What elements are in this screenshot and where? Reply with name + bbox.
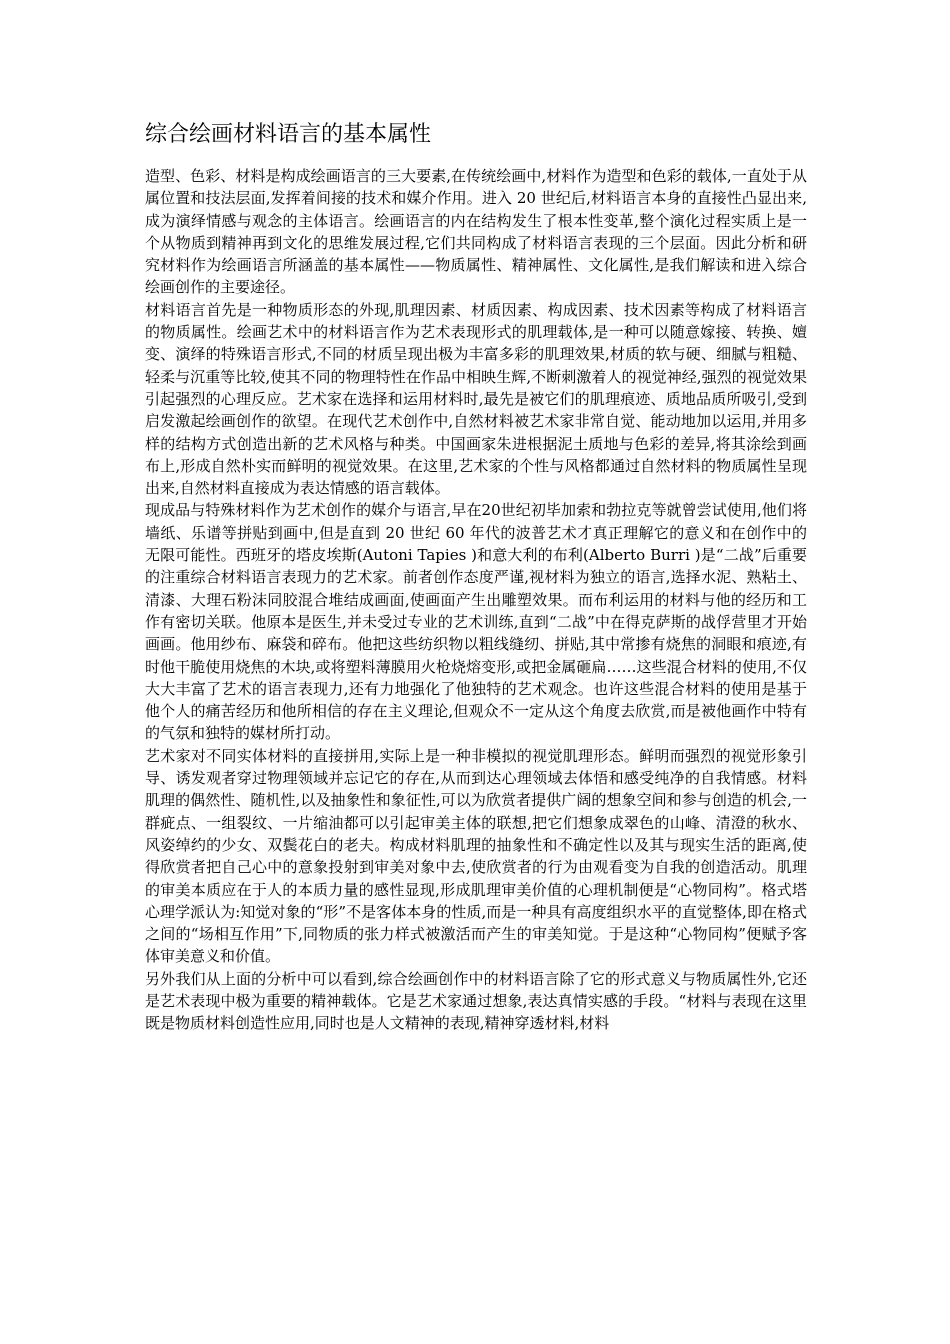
document-body: [145, 165, 807, 1035]
document-title: 综合绘画材料语言的基本属性: [145, 122, 432, 147]
paragraph-texture-aesthetics: 艺术家对不同实体材料的直接拼用,实际上是一种非模拟的视觉肌理形态。鲜明而强烈的视觉形象引导、诱发观者穿过物理领域并忘记它的存在,从而到达心理领域去体悟和感受纯净的自我情感。材料肌理的偶然性、随机性,以及抽象性和象征性,可以为欣赏者提供广阔的想象空间和参与创造的机会,一群疵点、一组裂纹、一片缩油都可以引起审美主体的联想,把它们想象成翠色的山峰、清澄的秋水、风姿绰约的少女、双鬓花白的老夫。构成材料肌理的抽象性和不确定性以及其与现实生活的距离,使得欣赏者把自己心中的意象投射到审美对象中去,使欣赏者的行为由观看变为自我的创造活动。肌理的审美本质应在于人的本质力量的感性显现,形成肌理审美价值的心理机制便是“心物同构”。格式塔心理学派认为:知觉对象的“形”不是客体本身的性质,而是一种具有高度组织水平的直觉整体,即在格式之间的“场相互作用”下,同物质的张力样式被激活而产生的审美知觉。于是这种“心物同构”便赋予客体审美意义和价值。: [145, 746, 807, 966]
paragraph-spiritual-carrier: 另外我们从上面的分析中可以看到,综合绘画创作中的材料语言除了它的形式意义与物质属性外,它还是艺术表现中极为重要的精神载体。它是艺术家通过想象,表达真情实感的手段。“材料与表现在这里既是物质材料创造性应用,同时也是人文精神的表现,精神穿透材料,材料: [145, 969, 807, 1033]
paragraph-ready-made-materials: 现成品与特殊材料作为艺术创作的媒介与语言,早在20世纪初毕加索和勃拉克等就曾尝试使用,他们将墙纸、乐谱等拼贴到画中,但是直到 20 世纪 60 年代的波普艺术才真正理解它的意义和在创作中的无限可能性。西班牙的塔皮埃斯(Autoni Tapies )和意大利的布利(Alberto Burri )是“二战”后重要的注重综合材料语言表现力的艺术家。前者创作态度严谨,视材料为独立的语言,选择水泥、熟粘土、清漆、大理石粉沫同胶混合堆结成画面,使画面产生出雕塑效果。而布利运用的材料与他的经历和工作有密切关联。他原本是医生,并未受过专业的艺术训练,直到“二战”中在得克萨斯的战俘营里才开始画画。他用纱布、麻袋和碎布。他把这些纺织物以粗线缝纫、拼贴,其中常掺有烧焦的洞眼和痕迹,有时他干脆使用烧焦的木块,或将塑料薄膜用火枪烧熔变形,或把金属砸扁……这些混合材料的使用,不仅大大丰富了艺术的语言表现力,还有力地强化了他独特的艺术观念。也许这些混合材料的使用是基于他个人的痛苦经历和他所相信的存在主义理论,但观众不一定从这个角度去欣赏,而是被他画作中特有的气氛和独特的媒材所打动。: [145, 501, 807, 743]
paragraph-intro: 造型、色彩、材料是构成绘画语言的三大要素,在传统绘画中,材料作为造型和色彩的载体,一直处于从属位置和技法层面,发挥着间接的技术和媒介作用。进入 20 世纪后,材料语言本身的直接性凸显出来,成为演绎情感与观念的主体语言。绘画语言的内在结构发生了根本性变革,整个演化过程实质上是一个从物质到精神再到文化的思维发展过程,它们共同构成了材料语言表现的三个层面。因此分析和研究材料作为绘画语言所涵盖的基本属性——物质属性、精神属性、文化属性,是我们解读和进入综合绘画创作的主要途径。: [145, 167, 807, 297]
document-page: [145, 0, 807, 1344]
paragraph-material-property: 材料语言首先是一种物质形态的外现,肌理因素、材质因素、构成因素、技术因素等构成了材料语言的物质属性。绘画艺术中的材料语言作为艺术表现形式的肌理载体,是一种可以随意嫁接、转换、嬗变、演绎的特殊语言形式,不同的材质呈现出极为丰富多彩的肌理效果,材质的软与硬、细腻与粗糙、轻柔与沉重等比较,使其不同的物理特性在作品中相映生辉,不断刺激着人的视觉神经,强烈的视觉效果引起强烈的心理反应。艺术家在选择和运用材料时,最先是被它们的肌理痕迹、质地品质所吸引,受到启发激起绘画创作的欲望。在现代艺术创作中,自然材料被艺术家非常自觉、能动地加以运用,并用多样的结构方式创造出新的艺术风格与种类。中国画家朱进根据泥土质地与色彩的差异,将其涂绘到画布上,形成自然朴实而鲜明的视觉效果。在这里,艺术家的个性与风格都通过自然材料的物质属性呈现出来,自然材料直接成为表达情感的语言载体。: [145, 300, 807, 498]
